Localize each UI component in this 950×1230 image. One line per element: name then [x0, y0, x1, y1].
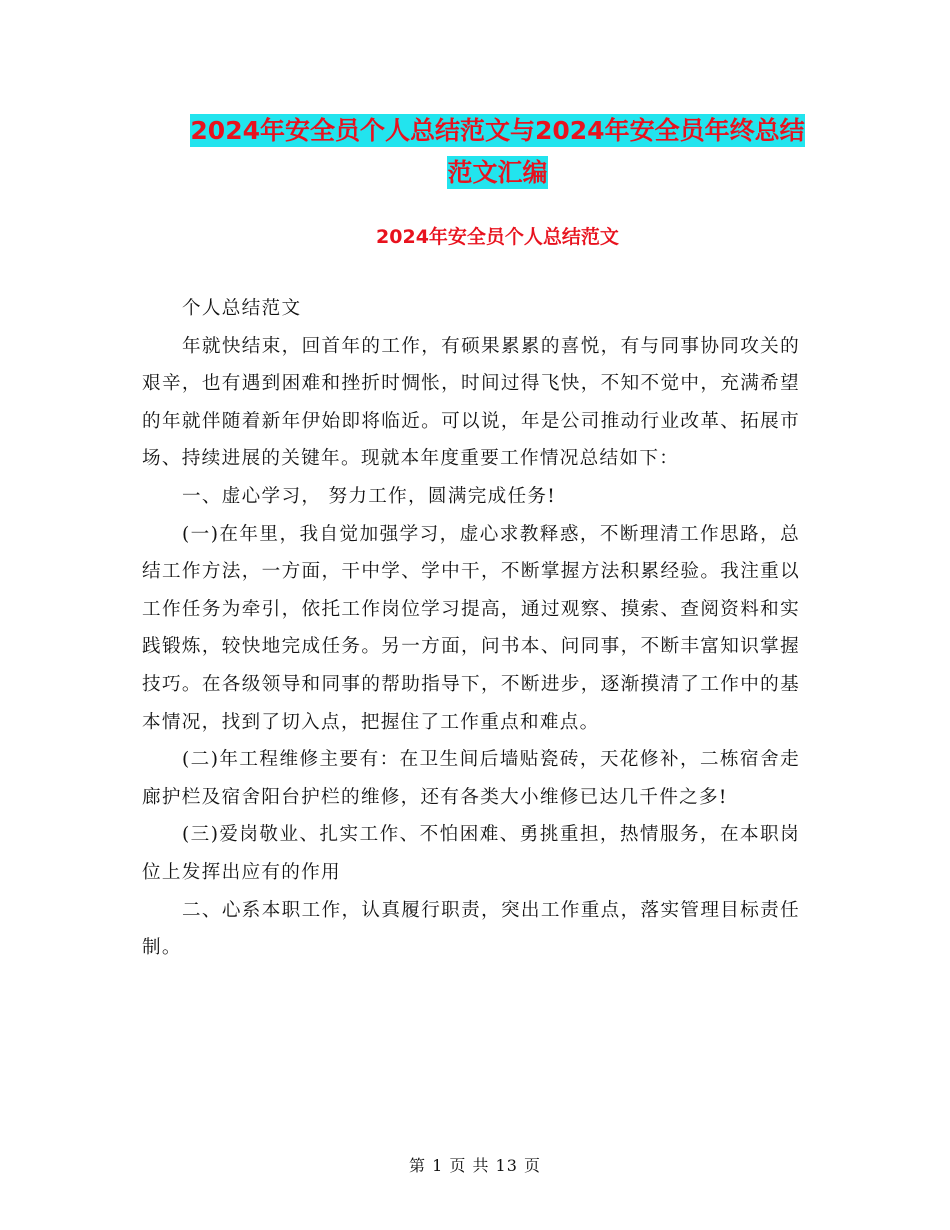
- document-title-line-2: [140, 154, 855, 192]
- document-title-text-1: 2024年安全员个人总结范文与2024年安全员年终总结: [190, 116, 805, 145]
- paragraph-intro: 年就快结束，回首年的工作，有硕果累累的喜悦，有与同事协同攻关的艰辛，也有遇到困难和挫折时惆怅，时间过得飞快，不知不觉中，充满希望的年就伴随着新年伊始即将临近。可以说，年是公司推动行业改革、拓展市场、持续进展的关键年。现就本年度重要工作情况总结如下：: [142, 335, 800, 470]
- paragraph-subtitle: 个人总结范文: [181, 298, 302, 319]
- section-heading: 2024年安全员个人总结范文: [376, 226, 619, 248]
- paragraph-item-3: (三)爱岗敬业、扎实工作、不怕困难、勇挑重担，热情服务，在本职岗位上发挥出应有的作用: [142, 824, 800, 883]
- paragraph-item-1: (一)在年里，我自觉加强学习，虚心求教释惑，不断理清工作思路，总结工作方法，一方面，干中学、学中干，不断掌握方法积累经验。我注重以工作任务为牵引，依托工作岗位学习提高，通过观察、摸索、查阅资料和实践锻炼，较快地完成任务。另一方面，问书本、问同事，不断丰富知识掌握技巧。在各级领导和同事的帮助指导下，不断进步，逐渐摸清了工作中的基本情况，找到了切入点，把握住了工作重点和难点。: [142, 523, 800, 733]
- document-title-line-1: [140, 112, 855, 150]
- paragraph-heading-2: 二、心系本职工作，认真履行职责，突出工作重点，落实管理目标责任制。: [142, 899, 800, 959]
- paragraph-heading-1: 一、虚心学习， 努力工作，圆满完成任务!: [181, 485, 557, 507]
- document-body: [142, 290, 800, 967]
- paragraph-item-2: (二)年工程维修主要有：在卫生间后墙贴瓷砖，天花修补，二栋宿舍走廊护栏及宿舍阳台护栏的维修，还有各类大小维修已达几千件之多!: [142, 749, 800, 808]
- page-footer: 第 1 页 共 13 页: [409, 1156, 541, 1175]
- document-title-text-2: 范文汇编: [447, 158, 548, 187]
